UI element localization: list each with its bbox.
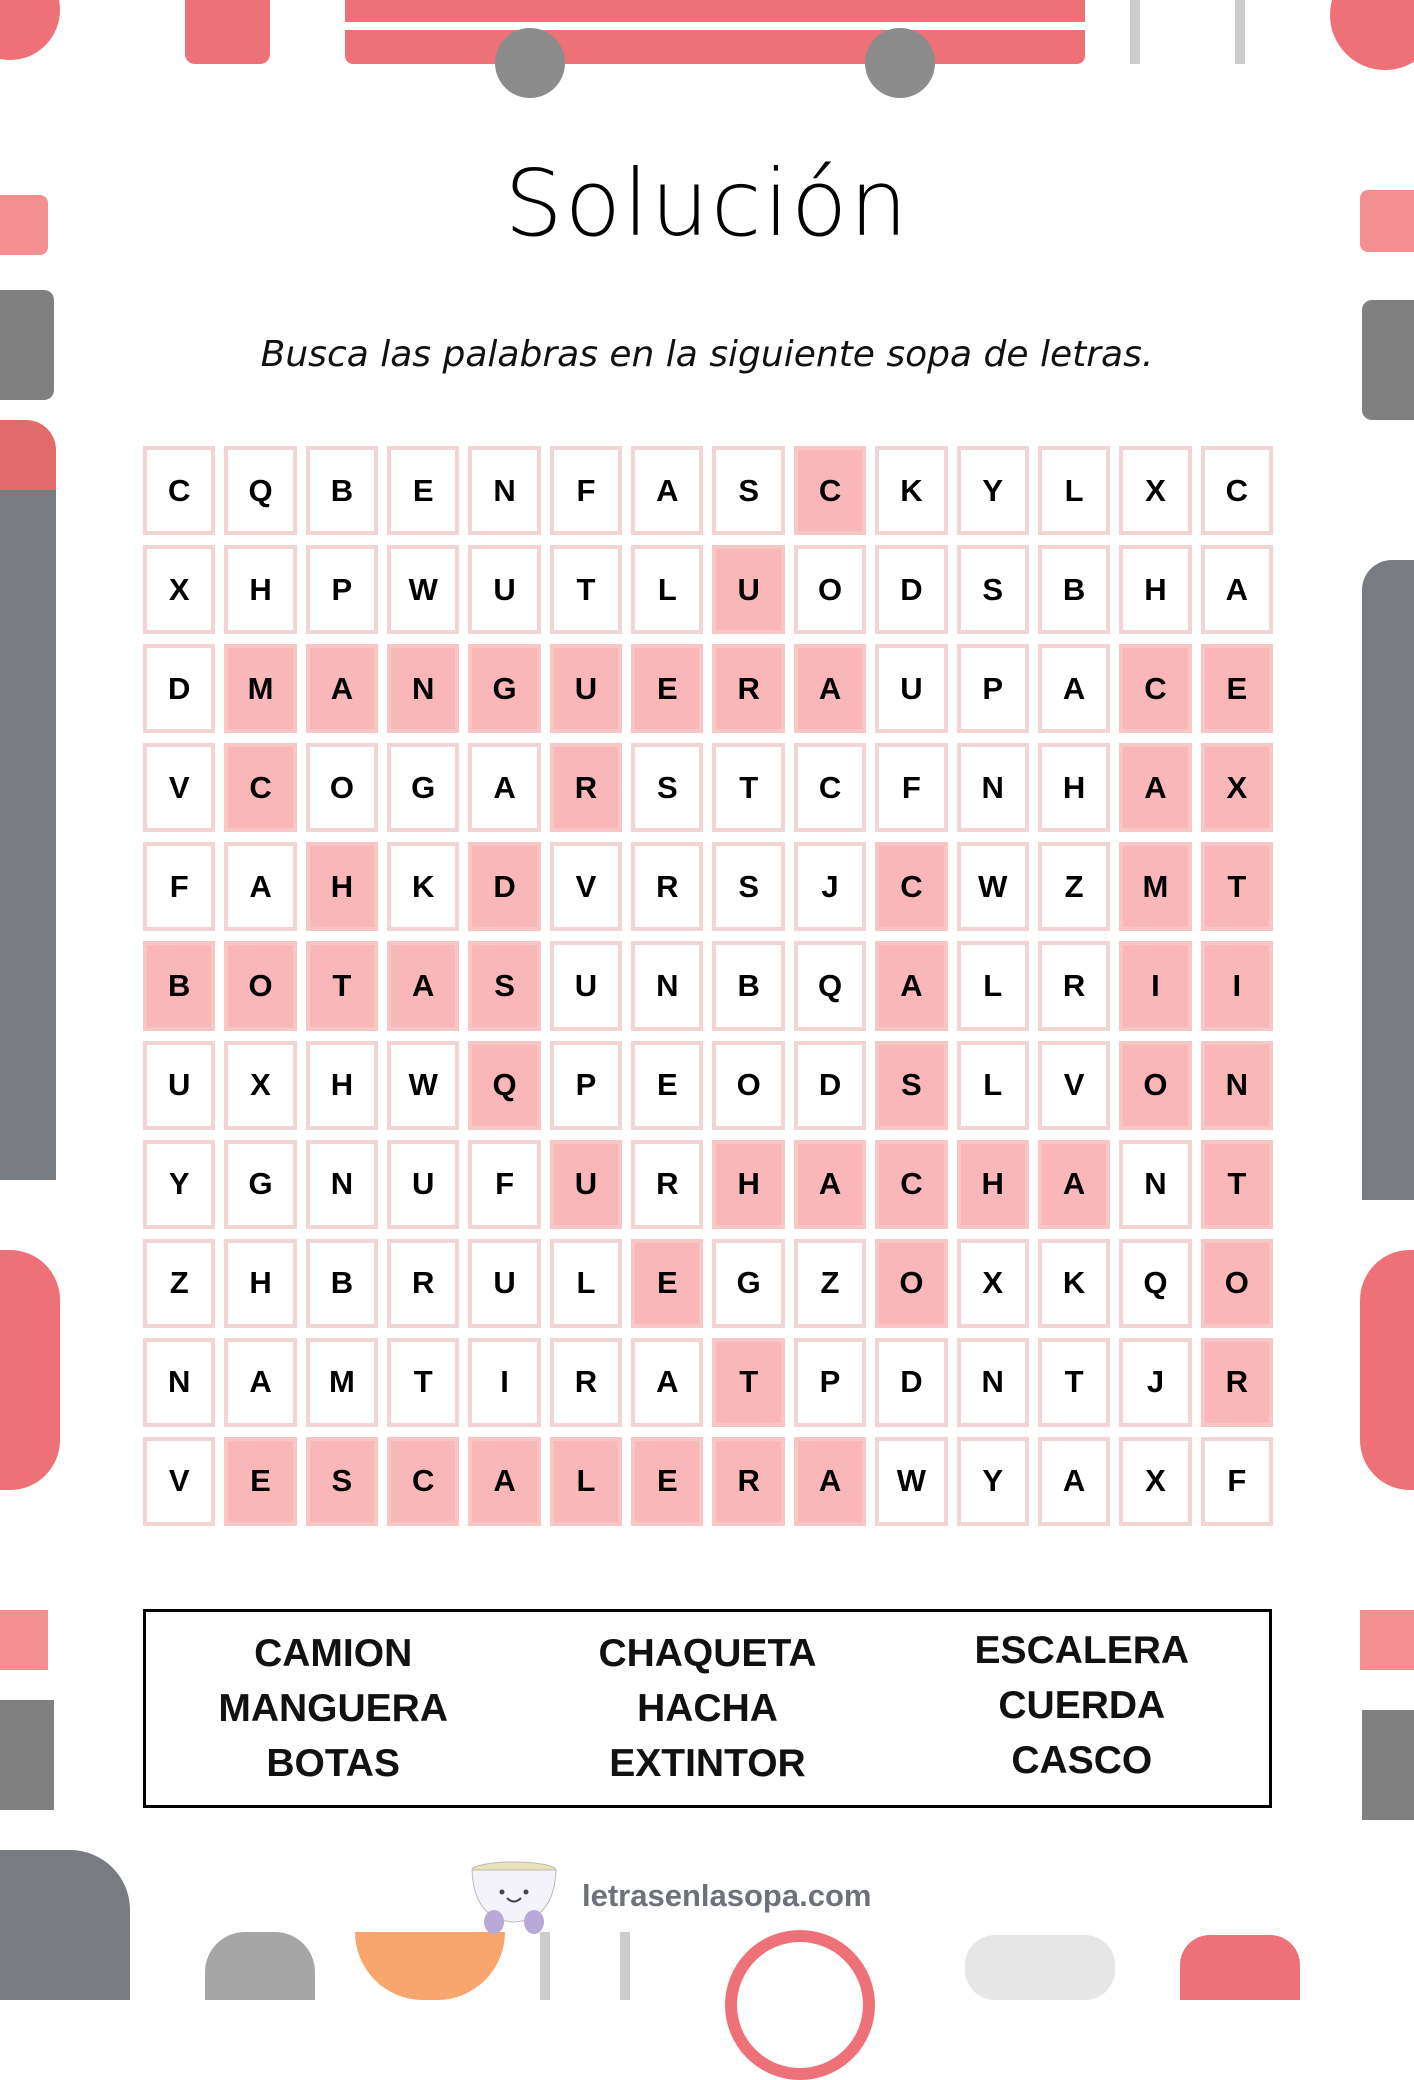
grid-cell: N [957,1338,1029,1427]
grid-cell: E [631,1041,703,1130]
grid-cell-highlighted: E [631,644,703,733]
word-search-grid [143,446,1273,1526]
grid-cell: P [306,545,378,634]
grid-cell: C [794,743,866,832]
grid-cell: O [794,545,866,634]
grid-cell: R [631,842,703,931]
grid-cell-highlighted: H [957,1140,1029,1229]
grid-cell: Y [143,1140,215,1229]
word-item: HACHA [637,1687,778,1730]
grid-cell: N [631,941,703,1030]
grid-cell: A [224,1338,296,1427]
grid-cell: W [875,1437,947,1526]
grid-cell: V [550,842,622,931]
grid-cell: W [387,545,459,634]
grid-cell: A [631,446,703,535]
grid-cell-highlighted: A [468,1437,540,1526]
grid-cell: L [631,545,703,634]
grid-cell-highlighted: O [1201,1239,1273,1328]
grid-cell: U [468,1239,540,1328]
grid-cell: G [387,743,459,832]
word-item: ESCALERA [974,1629,1190,1672]
grid-cell-highlighted: C [387,1437,459,1526]
grid-cell-highlighted: U [550,1140,622,1229]
grid-cell: S [957,545,1029,634]
grid-cell: H [1119,545,1191,634]
grid-cell: O [712,1041,784,1130]
grid-cell: G [224,1140,296,1229]
grid-cell: T [712,743,784,832]
grid-cell-highlighted: G [468,644,540,733]
grid-cell-highlighted: N [387,644,459,733]
grid-cell: T [1038,1338,1110,1427]
grid-cell-highlighted: A [875,941,947,1030]
grid-cell: R [387,1239,459,1328]
grid-cell: L [1038,446,1110,535]
grid-cell: K [387,842,459,931]
grid-cell-highlighted: B [143,941,215,1030]
grid-cell: X [1119,1437,1191,1526]
grid-cell-highlighted: A [306,644,378,733]
grid-cell: F [468,1140,540,1229]
grid-cell: E [387,446,459,535]
hose-illustration [1360,1610,1414,1670]
grid-cell: G [712,1239,784,1328]
grid-cell: H [306,1041,378,1130]
grid-cell-highlighted: M [224,644,296,733]
word-column [520,1612,894,1805]
word-item: CAMION [254,1632,413,1675]
grid-cell: P [550,1041,622,1130]
grid-cell: D [794,1041,866,1130]
no-smoking-illustration [725,1930,875,2080]
word-item: EXTINTOR [609,1742,806,1785]
grid-cell: R [631,1140,703,1229]
ladder-illustration [1130,0,1245,64]
grid-cell: W [957,842,1029,931]
grid-cell: U [875,644,947,733]
firefighter-illustration [0,1850,130,2000]
grid-cell: W [387,1041,459,1130]
goggles-illustration [965,1935,1115,2000]
grid-cell-highlighted: S [875,1041,947,1130]
word-item: MANGUERA [218,1687,448,1730]
grid-cell-highlighted: C [1119,644,1191,733]
grid-cell-highlighted: C [794,446,866,535]
grid-cell: B [306,446,378,535]
grid-cell: L [550,1239,622,1328]
grid-cell-highlighted: T [712,1338,784,1427]
grid-cell: Y [957,446,1029,535]
grid-cell: H [224,545,296,634]
grid-cell-highlighted: X [1201,743,1273,832]
grid-cell: C [143,446,215,535]
grid-cell: Y [957,1437,1029,1526]
grid-cell: V [1038,1041,1110,1130]
grid-cell: T [387,1338,459,1427]
fire-illustration [355,1932,505,2000]
grid-cell-highlighted: A [387,941,459,1030]
grid-cell-highlighted: C [875,1140,947,1229]
grid-cell: C [1201,446,1273,535]
word-item: BOTAS [266,1742,400,1785]
grid-cell-highlighted: Q [468,1041,540,1130]
grid-cell: A [1038,644,1110,733]
grid-cell: L [957,1041,1029,1130]
grid-cell: H [1038,743,1110,832]
grid-cell-highlighted: N [1201,1041,1273,1130]
grid-cell: S [712,842,784,931]
radio-illustration [1362,1710,1414,1820]
grid-cell: H [224,1239,296,1328]
extinguisher-illustration [185,0,270,64]
grid-cell-highlighted: R [550,743,622,832]
grid-cell-highlighted: U [550,644,622,733]
grid-cell: Z [1038,842,1110,931]
grid-cell: P [794,1338,866,1427]
grid-cell: V [143,743,215,832]
soup-bowl-logo-icon [468,1858,560,1934]
grid-cell: X [1119,446,1191,535]
grid-cell-highlighted: A [794,1437,866,1526]
grid-cell-highlighted: E [1201,644,1273,733]
word-item: CUERDA [998,1684,1166,1727]
grid-cell: A [631,1338,703,1427]
grid-cell: U [143,1041,215,1130]
grid-cell: M [306,1338,378,1427]
grid-cell-highlighted: E [631,1239,703,1328]
firefighter-illustration [0,440,56,1180]
grid-cell: A [1201,545,1273,634]
grid-cell-highlighted: U [712,545,784,634]
grid-cell: R [1038,941,1110,1030]
grid-cell: J [1119,1338,1191,1427]
grid-cell: Q [794,941,866,1030]
grid-cell: O [306,743,378,832]
grid-cell-highlighted: A [1038,1140,1110,1229]
alarm-illustration [0,0,60,60]
grid-cell-highlighted: E [631,1437,703,1526]
grid-cell: P [957,644,1029,733]
grid-cell-highlighted: O [1119,1041,1191,1130]
fire-truck-illustration [345,0,1085,64]
grid-cell: K [1038,1239,1110,1328]
grid-cell: S [712,446,784,535]
alarm-illustration [1360,1250,1414,1490]
grid-cell-highlighted: E [224,1437,296,1526]
grid-cell-highlighted: C [224,743,296,832]
grid-cell: D [143,644,215,733]
word-column [895,1606,1269,1805]
instructions: Busca las palabras en la siguiente sopa de letras. [260,334,1154,375]
grid-cell: L [957,941,1029,1030]
grid-cell-highlighted: C [875,842,947,931]
shovel-illustration [205,1932,315,2000]
grid-cell: U [550,941,622,1030]
grid-cell: Q [1119,1239,1191,1328]
grid-cell-highlighted: I [1201,941,1273,1030]
grid-cell-highlighted: A [1119,743,1191,832]
grid-cell-highlighted: O [875,1239,947,1328]
grid-cell: B [306,1239,378,1328]
grid-cell-highlighted: M [1119,842,1191,931]
alarm-illustration [0,1250,60,1490]
grid-cell: R [550,1338,622,1427]
grid-cell-highlighted: I [1119,941,1191,1030]
grid-cell-highlighted: H [712,1140,784,1229]
grid-cell: A [224,842,296,931]
grid-cell: F [550,446,622,535]
grid-cell: D [875,545,947,634]
grid-cell-highlighted: T [1201,842,1273,931]
grid-cell: A [1038,1437,1110,1526]
grid-cell: X [143,545,215,634]
grid-cell: N [143,1338,215,1427]
grid-cell: B [712,941,784,1030]
grid-cell: S [631,743,703,832]
alarm-illustration [1330,0,1414,70]
word-list-box [143,1609,1272,1808]
grid-cell: Z [143,1239,215,1328]
hydrant-illustration [1180,1935,1300,2000]
grid-cell-highlighted: D [468,842,540,931]
grid-cell: Q [224,446,296,535]
grid-cell: X [224,1041,296,1130]
grid-cell: V [143,1437,215,1526]
word-item: CHAQUETA [598,1632,817,1675]
grid-cell: N [468,446,540,535]
grid-cell: K [875,446,947,535]
radio-illustration [0,1700,54,1810]
grid-cell: D [875,1338,947,1427]
grid-cell-highlighted: A [794,644,866,733]
grid-cell: T [550,545,622,634]
grid-cell-highlighted: T [306,941,378,1030]
grid-cell: F [143,842,215,931]
grid-cell-highlighted: R [712,1437,784,1526]
footer [468,1858,871,1934]
grid-cell: Z [794,1239,866,1328]
grid-cell: A [468,743,540,832]
grid-cell: F [875,743,947,832]
word-item: CASCO [1011,1739,1153,1782]
grid-cell-highlighted: O [224,941,296,1030]
site-url: letrasenlasopa.com [582,1878,872,1913]
grid-cell: J [794,842,866,931]
grid-cell-highlighted: S [468,941,540,1030]
grid-cell: B [1038,545,1110,634]
grid-cell-highlighted: L [550,1437,622,1526]
grid-cell: F [1201,1437,1273,1526]
grid-cell-highlighted: R [1201,1338,1273,1427]
grid-cell-highlighted: T [1201,1140,1273,1229]
grid-cell: U [387,1140,459,1229]
grid-cell: N [306,1140,378,1229]
hose-illustration [0,1610,48,1670]
grid-cell: X [957,1239,1029,1328]
grid-cell-highlighted: H [306,842,378,931]
page-title: Solución [504,150,910,257]
grid-cell-highlighted: S [306,1437,378,1526]
grid-cell: N [1119,1140,1191,1229]
firefighter-illustration [1362,560,1414,1200]
grid-cell-highlighted: A [794,1140,866,1229]
grid-cell: I [468,1338,540,1427]
ladder-illustration [540,1932,630,2000]
grid-cell: U [468,545,540,634]
grid-cell: N [957,743,1029,832]
word-column [146,1612,520,1805]
grid-cell-highlighted: R [712,644,784,733]
